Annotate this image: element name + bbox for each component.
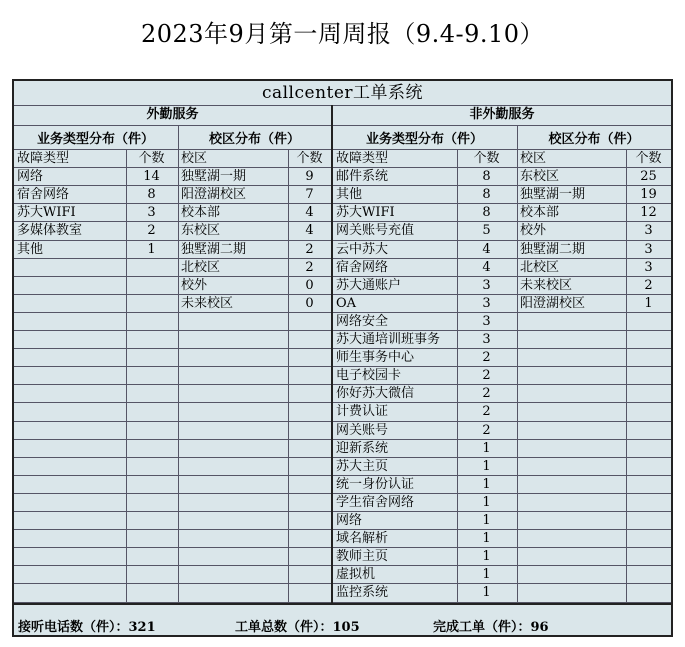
inside-campus-count: 2 <box>644 277 653 293</box>
inside-type-count: 4 <box>482 259 491 275</box>
outside-campus-name: 独墅湖一期 <box>181 169 247 185</box>
inside-campus-distribution-header: 校区分布（件） <box>548 132 640 147</box>
outside-count-col-header: 个数 <box>138 151 165 166</box>
inside-type-count: 1 <box>482 458 491 474</box>
table-title: callcenter工单系统 <box>261 83 424 103</box>
outside-campus-name: 独墅湖二期 <box>181 241 247 257</box>
inside-type-count: 2 <box>482 386 491 402</box>
inside-type-name: 虚拟机 <box>336 567 376 583</box>
inside-campus-name: 未来校区 <box>520 277 573 293</box>
inside-campus-count: 25 <box>640 169 657 185</box>
inside-campus-name: 阳澄湖校区 <box>520 295 586 311</box>
divider <box>14 125 671 126</box>
inside-type-count: 2 <box>482 422 491 438</box>
inside-type-name: 邮件系统 <box>336 169 389 185</box>
outside-campus-col-header: 校区 <box>181 151 208 166</box>
outside-campus-name: 东校区 <box>181 223 221 239</box>
inside-type-count: 8 <box>482 187 491 203</box>
outside-campus-count: 4 <box>305 223 314 239</box>
outside-type-name: 网络 <box>17 169 44 185</box>
inside-campus-name: 校本部 <box>520 205 560 221</box>
inside-type-count: 2 <box>482 404 491 420</box>
outside-campus-count: 4 <box>305 205 314 221</box>
inside-campus-count: 3 <box>644 259 653 275</box>
inside-type-name: 网关账号 <box>336 422 389 438</box>
total-tickets: 工单总数（件）：105 <box>235 620 360 635</box>
inside-campus-name: 独墅湖二期 <box>520 241 586 257</box>
outside-type-distribution-header: 业务类型分布（件） <box>36 132 154 147</box>
outside-campus-count: 0 <box>305 295 314 311</box>
section-divider <box>331 105 333 603</box>
inside-campus-name: 北校区 <box>520 259 560 275</box>
inside-type-count: 5 <box>482 223 491 239</box>
inside-type-name: 网络 <box>336 513 363 528</box>
footer-divider <box>14 603 671 605</box>
inside-type-name: 网关账号充值 <box>336 223 415 239</box>
inside-type-count: 3 <box>482 332 491 347</box>
inside-type-count: 1 <box>482 494 491 510</box>
inside-campus-name: 独墅湖一期 <box>520 187 586 203</box>
outside-type-count: 14 <box>143 169 160 185</box>
inside-type-name: 学生宿舍网络 <box>336 494 415 510</box>
outside-campus-count: 2 <box>305 259 314 275</box>
inside-type-count: 1 <box>482 440 491 456</box>
inside-campus-count: 12 <box>640 205 657 221</box>
outside-campus-name: 校外 <box>181 277 208 293</box>
inside-campus-name: 校外 <box>520 223 547 239</box>
inside-type-count: 3 <box>482 313 491 329</box>
inside-type-count: 1 <box>482 476 491 492</box>
outside-type-count: 2 <box>147 223 156 239</box>
outside-campus-count: 9 <box>305 169 314 185</box>
inside-type-count: 1 <box>482 513 491 528</box>
inside-campus-name: 东校区 <box>520 169 560 185</box>
report-title: 2023年9月第一周周报（9.4-9.10） <box>140 20 545 48</box>
outside-type-col-header: 故障类型 <box>17 151 70 166</box>
outside-service-header: 外勤服务 <box>146 107 199 122</box>
inside-campus-count: 1 <box>644 295 653 311</box>
outside-campus-distribution-header: 校区分布（件） <box>208 132 300 147</box>
outside-campus-count-col-header: 个数 <box>296 151 323 166</box>
outside-campus-name: 校本部 <box>181 205 221 221</box>
inside-type-count: 1 <box>482 531 491 547</box>
inside-type-name: 网络安全 <box>336 313 389 329</box>
inside-type-name: 师生事务中心 <box>336 350 415 366</box>
inside-type-count: 1 <box>482 567 491 583</box>
inside-type-name: 统一身份认证 <box>336 476 415 492</box>
inside-campus-count: 3 <box>644 241 653 257</box>
inside-type-name: 苏大主页 <box>336 458 389 474</box>
inside-type-count: 8 <box>482 205 491 221</box>
callcenter-report-table <box>12 79 673 637</box>
inside-type-name: 你好苏大微信 <box>336 386 415 402</box>
outside-type-name: 苏大WIFI <box>17 205 76 221</box>
column-divider <box>178 125 179 603</box>
outside-type-name: 其他 <box>17 241 44 257</box>
outside-type-count: 1 <box>147 241 156 257</box>
inside-type-name: 苏大通账户 <box>336 277 402 293</box>
inside-type-col-header: 故障类型 <box>336 151 389 166</box>
inside-campus-count: 3 <box>644 223 653 239</box>
inside-type-name: 云中苏大 <box>336 241 389 257</box>
inside-type-name: OA <box>336 295 357 311</box>
inside-type-name: 苏大通培训班事务 <box>336 332 441 347</box>
outside-type-name: 多媒体教室 <box>17 223 83 239</box>
inside-type-name: 计费认证 <box>336 404 389 420</box>
inside-type-name: 宿舍网络 <box>336 259 389 275</box>
inside-type-name: 苏大WIFI <box>336 205 395 221</box>
completed-tickets: 完成工单（件）：96 <box>433 620 549 635</box>
inside-type-count: 2 <box>482 368 491 384</box>
divider <box>14 105 671 106</box>
inside-type-count: 8 <box>482 169 491 185</box>
outside-campus-name: 北校区 <box>181 259 221 275</box>
inside-type-count: 2 <box>482 350 491 366</box>
inside-campus-col-header: 校区 <box>520 151 547 166</box>
inside-type-name: 教师主页 <box>336 549 389 565</box>
inside-campus-count-col-header: 个数 <box>635 151 662 166</box>
column-divider <box>517 125 518 603</box>
inside-campus-count: 19 <box>640 187 657 203</box>
outside-campus-count: 2 <box>305 241 314 257</box>
outside-campus-name: 未来校区 <box>181 295 234 311</box>
outside-type-count: 3 <box>147 205 156 221</box>
inside-type-count: 3 <box>482 277 491 293</box>
calls-answered: 接听电话数（件）：321 <box>18 620 156 635</box>
inside-type-name: 迎新系统 <box>336 440 389 456</box>
outside-type-count: 8 <box>147 187 156 203</box>
outside-type-name: 宿舍网络 <box>17 187 70 203</box>
inside-count-col-header: 个数 <box>473 151 500 166</box>
inside-type-name: 其他 <box>336 187 363 203</box>
inside-type-distribution-header: 业务类型分布（件） <box>365 132 483 147</box>
outside-campus-count: 0 <box>305 277 314 293</box>
outside-campus-count: 7 <box>305 187 314 203</box>
inside-service-header: 非外勤服务 <box>469 107 535 122</box>
inside-type-count: 3 <box>482 295 491 311</box>
inside-type-name: 域名解析 <box>336 531 389 547</box>
inside-type-name: 电子校园卡 <box>336 368 402 384</box>
outside-campus-name: 阳澄湖校区 <box>181 187 247 203</box>
inside-type-name: 监控系统 <box>336 585 389 601</box>
inside-type-count: 1 <box>482 549 491 565</box>
inside-type-count: 1 <box>482 585 491 601</box>
inside-type-count: 4 <box>482 241 491 257</box>
